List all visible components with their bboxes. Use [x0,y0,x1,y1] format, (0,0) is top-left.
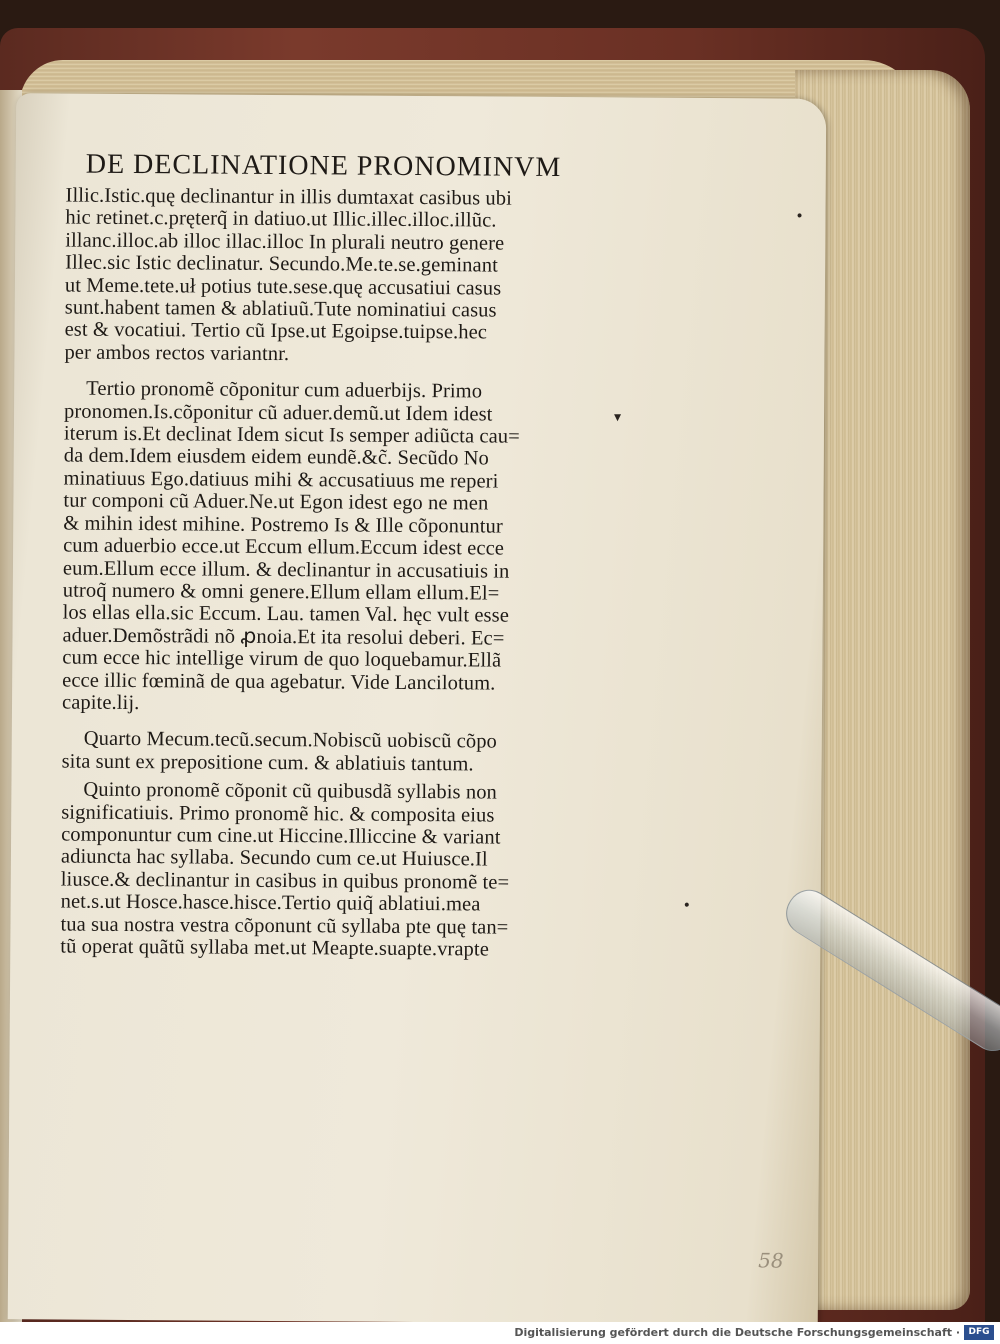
text-line: & mihin idest mihine. Postremo Is & Ille cõponuntur [63,512,503,538]
page-text [60,149,651,976]
text-line: Quinto pronomẽ cõponit cũ quibusdã syllabis non [83,778,498,804]
text-line: net.s.ut Hosce.hasce.hisce.Tertio quiq̃ ablatiui.mea [60,890,481,916]
text-line: minatiuus Ego.datiuus mihi & accusatiuus me reperi [63,467,499,493]
margin-dot-icon: • [795,208,804,225]
text-line: est & vocatiui. Tertio cũ Ipse.ut Egoipse.tuipse.hec [64,318,488,344]
text-line: componuntur cum cine.ut Hiccine.Illiccine & variant [61,823,501,849]
text-line: hic retinet.c.pręterq̃ in datiuo.ut Illic.illec.illoc.illũc. [65,206,497,232]
text-line: adiuncta hac syllaba. Secundo cum ce.ut Huiusce.Il [60,845,488,871]
paragraph-2 [62,378,649,718]
text-line: illanc.illoc.ab illoc illac.illoc In plurali neutro genere [65,229,505,255]
text-line: Quarto Mecum.tecũ.secum.Nobiscũ uobiscũ cõpo [83,728,498,753]
text-line: sunt.habent tamen & ablatiuũ.Tute nominatiui casus [64,296,497,322]
text-line: utroq̃ numero & omni genere.Ellum ellam ellum.El= [62,579,500,605]
dfg-logo-icon[interactable]: DFG [964,1325,994,1340]
text-line: eum.Ellum ecce illum. & declinantur in accusatiuis in [62,557,510,583]
text-line: tua sua nostra vestra cõponunt cũ syllaba pte quę tan= [60,913,509,939]
text-line: ecce illic fœminã de qua agebatur. Vide Lancilotum. [62,669,496,695]
text-line: significatiuis. Primo pronomẽ hic. & composita eius [61,801,495,827]
margin-dash-icon: ▾ [613,409,622,426]
margin-dot-icon: • [682,897,691,914]
text-line: capite.lij. [61,691,140,714]
text-line: iterum is.Et declinat Idem sicut Is semper adiũcta cau= [63,422,520,448]
text-line: da dem.Idem eiusdem eidem eundẽ.&c̃. Secũdo No [63,444,490,470]
text-line: pronomen.Is.cõponitur cũ aduer.demũ.ut Idem idest [63,400,493,426]
text-line: ut Meme.tete.uł potius tute.sese.quę accusatiui casus [64,274,502,300]
paragraph-4 [60,779,646,962]
folio-number: 58 [758,1248,784,1273]
text-line: Illec.sic Istic declinatur. Secundo.Me.te.se.geminant [65,251,499,277]
paragraph-1 [64,185,650,368]
text-line: cum ecce hic intellige virum de quo loquebamur.Ellã [62,646,502,672]
text-line: tũ operat quãtũ syllaba met.ut Meapte.suapte.vrapte [60,935,490,961]
book-page [8,93,827,1322]
funding-credit[interactable]: Digitalisierung gefördert durch die Deutsche Forschungsgemeinschaft · [514,1326,960,1339]
text-line: per ambos rectos variantnr. [64,341,290,365]
digitization-footer [0,1322,1000,1344]
text-line: tur componi cũ Aduer.Ne.ut Egon idest ego ne men [63,489,489,515]
text-line: Illic.Istic.quę declinantur in illis dumtaxat casibus ubi [65,184,513,210]
text-line: los ellas ella.sic Eccum. Lau. tamen Val. hęc vult esse [62,601,510,627]
paragraph-3 [62,728,647,777]
text-line: liusce.& declinantur in casibus in quibus pronomẽ te= [60,868,510,894]
text-line: sita sunt ex prepositione cum. & ablatiuis tantum. [61,750,474,776]
text-line: aduer.Demõstrãdi nõ ꝓnoia.Et ita resolui deberi. Ec= [62,624,505,650]
running-heading: DE DECLINATIONE PRONOMINVM [85,148,562,183]
text-line: Tertio pronomẽ cõponitur cum aduerbijs. Primo [86,377,483,403]
text-line: cum aduerbio ecce.ut Eccum ellum.Eccum idest ecce [63,534,505,560]
